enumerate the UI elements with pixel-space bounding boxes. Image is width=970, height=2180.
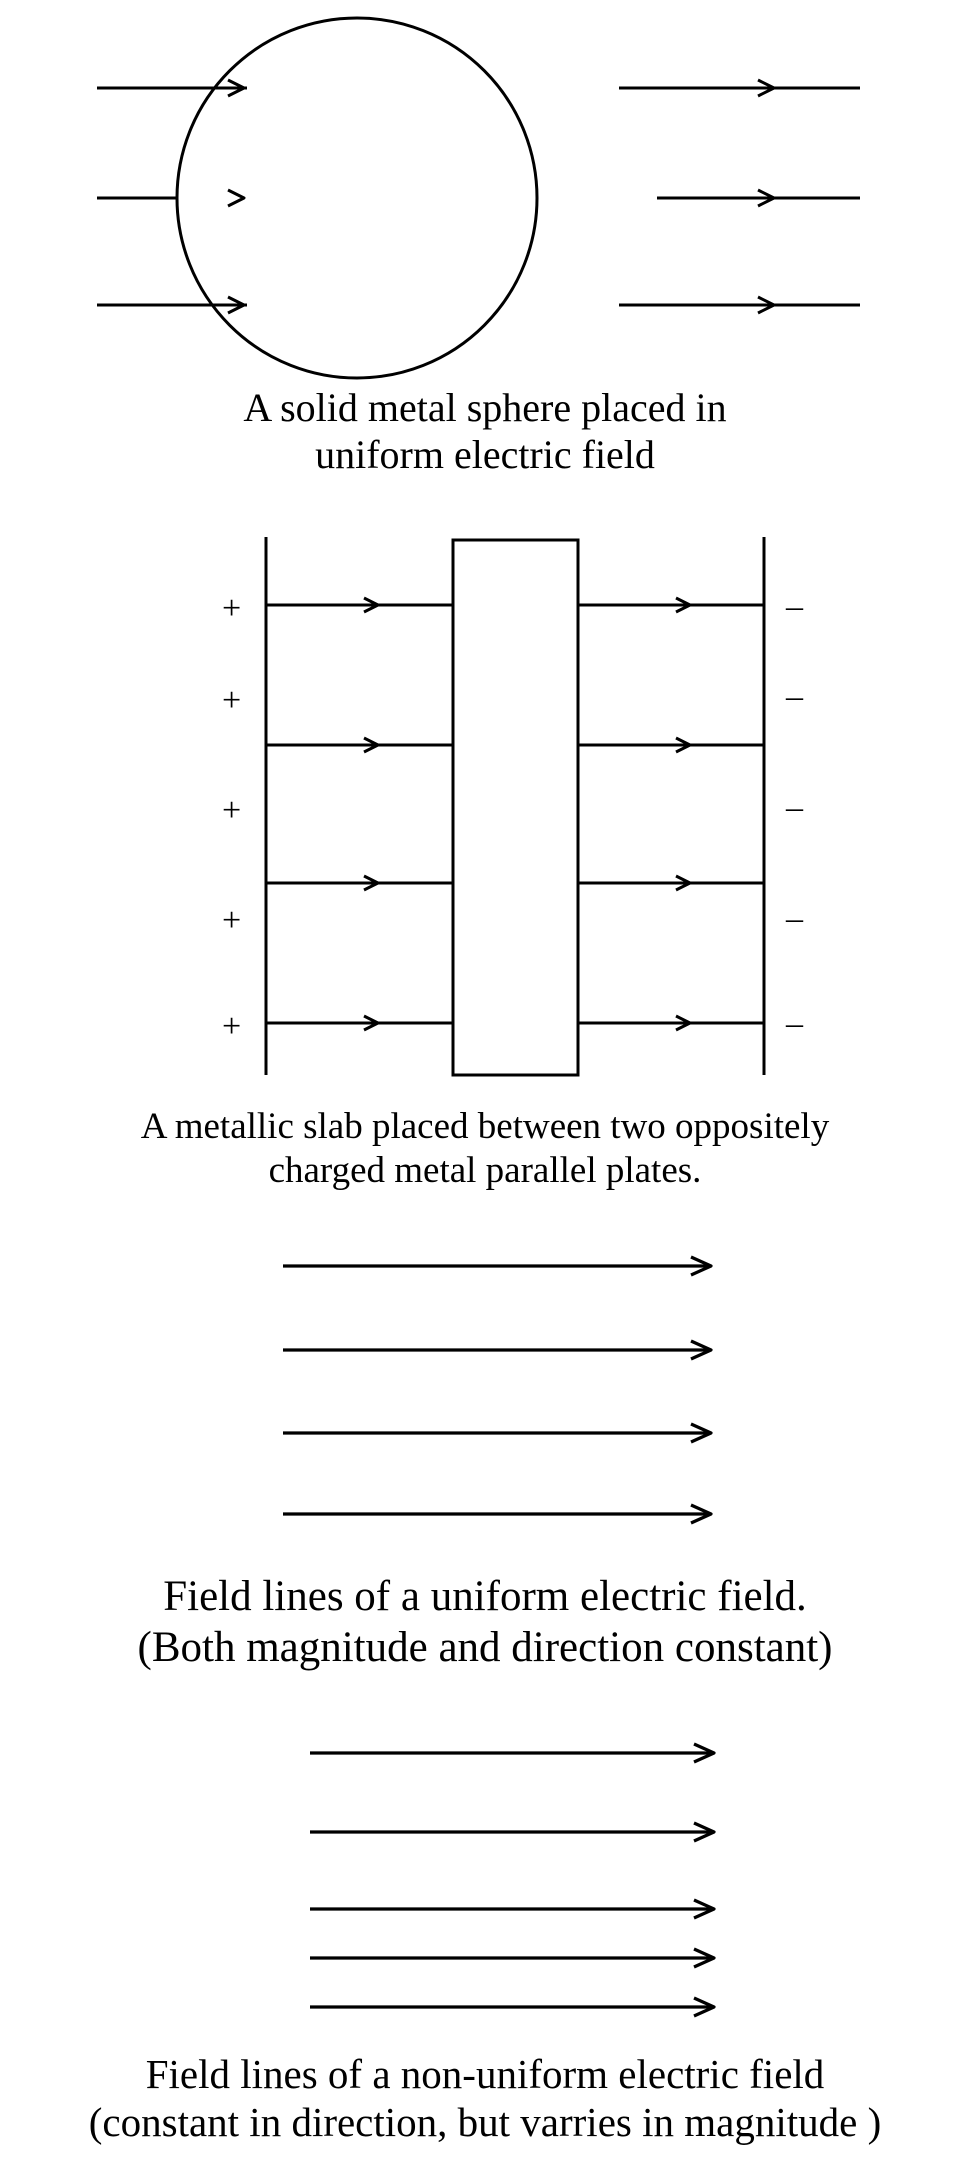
slab-panel [266, 537, 764, 1075]
negative-charge-sign: – [786, 588, 803, 625]
arrowhead-icon [228, 190, 244, 206]
negative-charge-sign: – [786, 900, 803, 937]
nonuniform-field-caption [0, 2050, 970, 2147]
metallic-slab [453, 540, 578, 1075]
positive-charge-sign: + [222, 792, 242, 829]
uniform-field-caption [0, 1572, 970, 1673]
negative-charge-sign: – [786, 678, 803, 715]
positive-charge-sign: + [222, 682, 242, 719]
sphere-caption-line2: uniform electric field [315, 432, 655, 478]
positive-charge-sign: + [222, 902, 242, 939]
positive-charge-sign: + [222, 1008, 242, 1045]
slab-caption-line1: A metallic slab placed between two oppositely [140, 1106, 830, 1147]
negative-charge-sign: – [786, 1005, 803, 1042]
slab-caption [0, 1105, 970, 1194]
nonuniform-field-panel [310, 1744, 714, 2016]
negative-charge-sign: – [786, 789, 803, 826]
positive-charge-sign: + [222, 590, 242, 627]
sphere-caption-line1: A solid metal sphere placed in [243, 385, 727, 430]
uniform-caption-line2: (Both magnitude and direction constant) [137, 1623, 833, 1671]
sphere-caption [0, 384, 970, 478]
slab-arrowheads [364, 598, 690, 1030]
nonuniform-caption-line2: (constant in direction, but varries in magnitude ) [88, 2099, 882, 2146]
slab-caption-line2: charged metal parallel plates. [268, 1150, 702, 1192]
uniform-caption-line1: Field lines of a uniform electric field. [163, 1573, 807, 1620]
metal-sphere [177, 18, 537, 378]
sphere-panel [97, 18, 860, 378]
uniform-field-panel [283, 1257, 711, 1523]
plate-charges [222, 588, 804, 1045]
nonuniform-caption-line1: Field lines of a non-uniform electric field [145, 2051, 825, 2097]
